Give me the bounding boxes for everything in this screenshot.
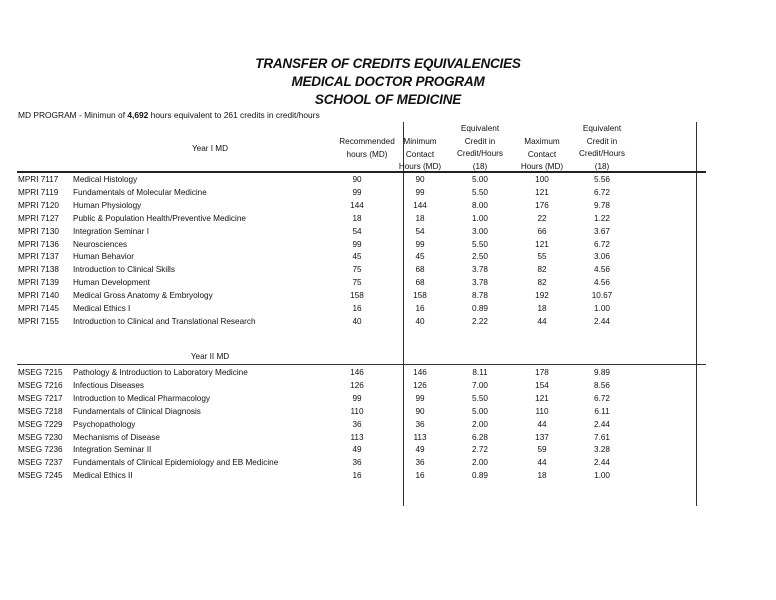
equivalent-credit-max: 2.44 [594,458,610,468]
minimum-contact-hours: 113 [413,432,427,442]
header-equivalent-2-line: Equivalent [582,124,622,133]
equivalent-credit-max: 2.44 [594,419,610,429]
header-equivalent-2 [570,123,634,173]
equivalent-credit-min: 2.00 [472,458,488,468]
equivalent-credit-min: 5.50 [472,187,488,197]
equivalent-credit-max: 1.22 [594,213,610,223]
table-row [0,456,776,469]
title-line-3: SCHOOL OF MEDICINE [314,92,462,107]
header-minimum-line: Minimum [403,137,437,146]
course-name: Human Physiology [73,200,142,210]
equivalent-credit-min: 3.00 [472,226,488,236]
course-name: Fundamentals of Clinical Epidemiology and EB Medicine [73,458,279,468]
recommended-hours: 90 [352,175,362,184]
course-code: MSEG 7217 [18,393,63,403]
equivalent-credit-min: 3.78 [472,278,488,288]
header-maximum [514,136,570,174]
maximum-contact-hours: 121 [535,187,549,197]
maximum-contact-hours: 154 [535,380,549,390]
equivalent-credit-min: 3.78 [472,265,488,275]
course-name: Human Development [73,278,150,288]
title-line-1: TRANSFER OF CREDITS EQUIVALENCIES [255,56,521,71]
equivalent-credit-min: 1.00 [472,213,488,223]
recommended-hours: 36 [352,419,362,429]
equivalent-credit-max: 9.89 [594,368,610,377]
course-name: Introduction to Clinical and Translational Research [73,316,256,326]
equivalent-credit-max: 8.56 [594,380,610,390]
course-code: MPRI 7140 [18,291,59,301]
header-recommended-line: hours (MD) [346,149,388,159]
recommended-hours: 75 [352,265,362,275]
course-name: Medical Gross Anatomy & Embryology [73,291,213,301]
minimum-contact-hours: 49 [415,445,425,455]
equivalent-credit-min: 2.22 [472,316,488,326]
table-row [0,212,776,225]
summary-prefix: MD PROGRAM - Minimun of [18,110,128,120]
equivalent-credit-min: 8.00 [472,200,488,210]
table-row [0,418,776,431]
recommended-hours: 110 [350,406,364,416]
equivalent-credit-min: 0.89 [472,304,488,313]
course-code: MPRI 7137 [18,252,59,262]
minimum-contact-hours: 68 [415,278,425,288]
equivalent-credit-max: 7.61 [594,432,610,442]
table-row [0,302,776,315]
maximum-contact-hours: 178 [535,368,549,377]
header-maximum-line: Hours (MD) [520,162,564,171]
header-maximum-line: Contact [527,149,557,159]
table-row [0,315,776,328]
header-equivalent-1-line: (18) [472,161,488,171]
recommended-hours: 49 [352,445,362,455]
header-maximum-line: Maximum [524,137,560,146]
minimum-contact-hours: 45 [415,252,425,262]
maximum-contact-hours: 192 [535,291,549,301]
maximum-contact-hours: 110 [535,406,549,416]
recommended-hours: 126 [350,380,364,390]
maximum-contact-hours: 82 [537,265,547,275]
course-name: Medical Ethics II [73,471,133,481]
course-name: Medical Histology [73,175,138,184]
header-minimum-line: Contact [405,149,435,159]
maximum-contact-hours: 44 [537,458,547,468]
maximum-contact-hours: 176 [535,200,549,210]
header-recommended-line: Recommended [339,137,395,146]
table-row [0,431,776,444]
maximum-contact-hours: 82 [537,278,547,288]
equivalent-credit-max: 6.72 [594,187,610,197]
recommended-hours: 16 [352,471,362,481]
maximum-contact-hours: 100 [535,175,549,184]
course-code: MPRI 7130 [18,226,59,236]
minimum-contact-hours: 16 [415,304,425,313]
equivalent-credit-max: 10.67 [591,291,613,301]
minimum-contact-hours: 99 [415,393,425,403]
course-code: MPRI 7117 [18,175,59,184]
course-code: MSEG 7237 [18,458,63,468]
table-row [0,186,776,199]
course-code: MPRI 7136 [18,239,59,249]
section-label-year2: Year II MD [190,352,230,361]
course-code: MPRI 7139 [18,278,59,288]
minimum-contact-hours: 146 [413,368,427,377]
maximum-contact-hours: 18 [537,304,547,313]
course-code: MPRI 7127 [18,213,59,223]
course-name: Infectious Diseases [73,380,144,390]
recommended-hours: 36 [352,458,362,468]
table-row [0,289,776,302]
course-code: MSEG 7230 [18,432,63,442]
equivalent-credit-max: 6.11 [594,406,610,416]
minimum-contact-hours: 54 [415,226,425,236]
table-row [0,250,776,263]
table-row [0,199,776,212]
maximum-contact-hours: 55 [537,252,547,262]
minimum-contact-hours: 90 [415,406,425,416]
equivalent-credit-min: 2.50 [472,252,488,262]
course-name: Medical Ethics I [73,304,131,313]
table-row [0,238,776,251]
maximum-contact-hours: 121 [535,239,549,249]
equivalent-credit-max: 6.72 [594,239,610,249]
table-row [0,379,776,392]
equivalent-credit-max: 2.44 [594,316,610,326]
equivalent-credit-max: 1.00 [594,304,610,313]
equivalent-credit-min: 8.78 [472,291,488,301]
section-label-year1: Year I MD [191,144,229,153]
table-row [0,392,776,405]
equivalent-credit-max: 9.78 [594,200,610,210]
course-code: MSEG 7218 [18,406,63,416]
recommended-hours: 45 [352,252,362,262]
minimum-contact-hours: 99 [415,239,425,249]
table-row [0,276,776,289]
program-summary [18,110,320,120]
document-title [0,55,776,109]
header-equivalent-1-line: Credit/Hours [457,149,503,158]
equivalent-credit-max: 4.56 [594,278,610,288]
course-name: Fundamentals of Clinical Diagnosis [73,406,201,416]
header-equivalent-1 [448,123,512,173]
header-equivalent-2-line: Credit in [586,136,618,146]
table-row [0,263,776,276]
equivalent-credit-min: 7.00 [472,380,488,390]
equivalent-credit-max: 3.67 [594,226,610,236]
table-row [0,443,776,456]
equivalent-credit-min: 8.11 [472,368,488,377]
summary-suffix: hours equivalent to 261 credits in credit/hours [148,110,320,120]
equivalent-credit-min: 2.72 [472,445,488,455]
header-equivalent-1-line: Equivalent [460,124,500,133]
minimum-contact-hours: 36 [415,419,425,429]
recommended-hours: 144 [350,200,364,210]
header-minimum [393,136,447,174]
header-equivalent-2-line: Credit/Hours [579,149,625,158]
minimum-contact-hours: 68 [415,265,425,275]
maximum-contact-hours: 137 [535,432,549,442]
recommended-hours: 146 [350,368,364,377]
equivalent-credit-max: 5.56 [594,175,610,184]
maximum-contact-hours: 22 [537,213,547,223]
equivalent-credit-min: 5.50 [472,393,488,403]
course-name: Pathology & Introduction to Laboratory Medicine [73,368,248,377]
recommended-hours: 99 [352,187,362,197]
equivalent-credit-max: 3.06 [594,252,610,262]
recommended-hours: 113 [350,432,364,442]
course-name: Fundamentals of Molecular Medicine [73,187,207,197]
course-code: MSEG 7245 [18,471,63,481]
header-equivalent-2-line: (18) [594,161,610,171]
maximum-contact-hours: 59 [537,445,547,455]
course-name: Introduction to Clinical Skills [73,265,175,275]
equivalent-credit-min: 5.50 [472,239,488,249]
recommended-hours: 99 [352,239,362,249]
equivalent-credit-max: 3.28 [594,445,610,455]
course-code: MSEG 7215 [18,368,63,377]
course-code: MSEG 7216 [18,380,63,390]
recommended-hours: 18 [352,213,362,223]
course-code: MPRI 7155 [18,316,59,326]
equivalent-credit-max: 1.00 [594,471,610,481]
course-code: MPRI 7145 [18,304,59,313]
recommended-hours: 16 [352,304,362,313]
maximum-contact-hours: 18 [537,471,547,481]
course-name: Neurosciences [73,239,128,249]
recommended-hours: 158 [350,291,364,301]
minimum-contact-hours: 99 [415,187,425,197]
table-row [0,405,776,418]
course-name: Introduction to Medical Pharmacology [73,393,210,403]
header-minimum-line: Hours (MD) [398,162,442,171]
title-line-2: MEDICAL DOCTOR PROGRAM [291,74,485,89]
minimum-contact-hours: 18 [415,213,425,223]
minimum-contact-hours: 144 [413,200,427,210]
equivalent-credit-max: 6.72 [594,393,610,403]
equivalent-credit-min: 2.00 [472,419,488,429]
course-name: Integration Seminar I [73,226,150,236]
recommended-hours: 54 [352,226,362,236]
course-code: MPRI 7138 [18,265,59,275]
course-name: Human Behavior [73,252,134,262]
equivalent-credit-min: 0.89 [472,471,488,481]
recommended-hours: 99 [352,393,362,403]
minimum-contact-hours: 36 [415,458,425,468]
table-row [0,173,776,186]
minimum-contact-hours: 40 [415,316,425,326]
table-row [0,366,776,379]
minimum-contact-hours: 16 [415,471,425,481]
course-name: Public & Population Health/Preventive Medicine [73,213,246,223]
course-code: MPRI 7120 [18,200,59,210]
recommended-hours: 40 [352,316,362,326]
maximum-contact-hours: 66 [537,226,547,236]
equivalent-credit-min: 6.28 [472,432,488,442]
equivalent-credit-min: 5.00 [472,175,488,184]
course-name: Psychopathology [73,419,136,429]
minimum-contact-hours: 158 [413,291,427,301]
course-code: MPRI 7119 [18,187,59,197]
table-row [0,469,776,482]
course-name: Integration Seminar II [73,445,152,455]
maximum-contact-hours: 121 [535,393,549,403]
table-row [0,225,776,238]
maximum-contact-hours: 44 [537,316,547,326]
header-equivalent-1-line: Credit in [464,136,496,146]
recommended-hours: 75 [352,278,362,288]
minimum-contact-hours: 126 [413,380,427,390]
course-code: MSEG 7229 [18,419,63,429]
equivalent-credit-max: 4.56 [594,265,610,275]
maximum-contact-hours: 44 [537,419,547,429]
course-name: Mechanisms of Disease [73,432,160,442]
minimum-contact-hours: 90 [415,175,425,184]
summary-hours: 4,692 [127,110,149,120]
course-code: MSEG 7236 [18,445,63,455]
equivalent-credit-min: 5.00 [472,406,488,416]
